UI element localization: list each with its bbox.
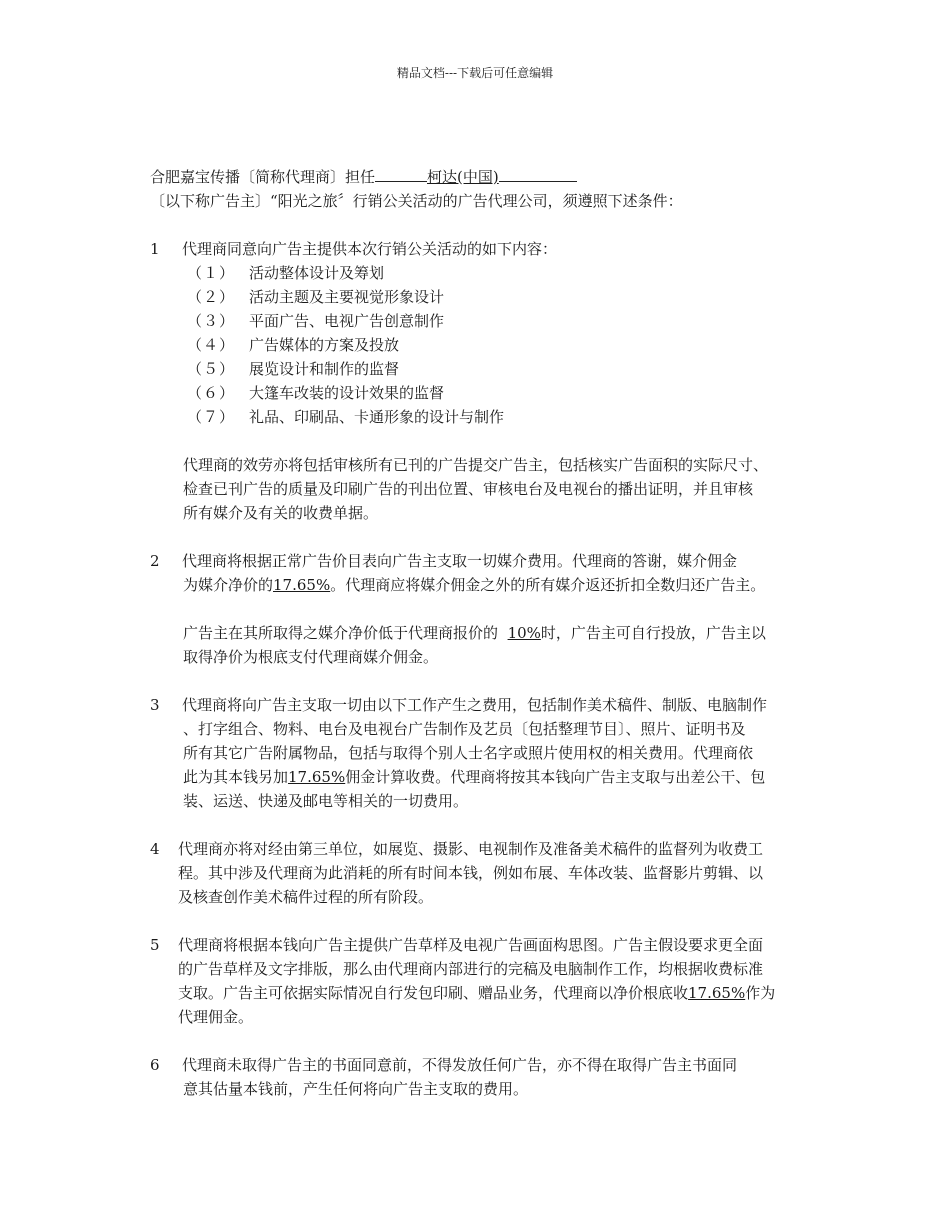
list-item — [150, 285, 830, 309]
clause-text: 代理商亦将对经由第三单位，如展览、摄影、电视制作及准备美术稿件的监督列为收费工 — [178, 840, 764, 858]
document-body — [150, 163, 830, 1101]
clause-1-paragraph-line: 代理商的效劳亦将包括审核所有已刊的广告提交广告主，包括核实广告面积的实际尺寸、 — [183, 456, 769, 474]
clause-2-paragraph-line — [150, 621, 830, 645]
list-item — [150, 357, 830, 381]
clause-1-lead — [150, 237, 830, 261]
item-number: （３） — [187, 312, 236, 330]
clause-3-line: 、打字组合、物料、电台及电视台广告制作及艺员〔包括整理节目〕、照片、证明书及 — [183, 720, 746, 738]
clause-text: 。代理商应将媒介佣金之外的所有媒介返还折扣全数归还广告主。 — [330, 576, 766, 594]
clause-text: 时，广告主可自行投放，广告主以 — [540, 624, 766, 642]
clause-text: 为媒介净价的 — [183, 576, 274, 594]
clause-1-paragraph-line: 所有媒介及有关的收费单据。 — [183, 504, 379, 522]
commission-rate: 17.65% — [273, 576, 331, 594]
clause-4-line: 程。其中涉及代理商为此消耗的所有时间本钱，例如布展、车体改装、监督影片剪辑、以 — [178, 864, 764, 882]
clause-text: 代理商将根据本钱向广告主提供广告草样及电视广告画面构思图。广告主假设要求更全面 — [178, 936, 764, 954]
item-text: 礼品、印刷品、卡通形象的设计与制作 — [249, 408, 505, 426]
item-text: 活动整体设计及筹划 — [249, 264, 385, 282]
clause-2-line — [150, 573, 830, 597]
clause-text: 代理商同意向广告主提供本次行销公关活动的如下内容： — [182, 240, 558, 258]
commission-rate: 17.65% — [288, 768, 346, 786]
clause-4-line: 及核查创作美术稿件过程的所有阶段。 — [178, 888, 434, 906]
item-number: （４） — [187, 336, 236, 354]
list-item — [150, 309, 830, 333]
clause-text: 广告主在其所取得之媒介净价低于代理商报价的 — [183, 624, 499, 642]
clause-4-line — [150, 837, 830, 861]
clause-1-paragraph-line: 检查已刊广告的质量及印刷广告的刊出位置、审核电台及电视台的播出证明，并且审核 — [183, 480, 754, 498]
item-number: （２） — [187, 288, 236, 306]
clause-3-line: 装、运送、快递及邮电等相关的一切费用。 — [183, 792, 469, 810]
list-item — [150, 381, 830, 405]
blank-underline — [375, 163, 427, 182]
clause-number: 4 — [150, 840, 160, 858]
clause-text: 代理商未取得广告主的书面同意前，不得发放任何广告，亦不得在取得广告主书面同 — [182, 1056, 738, 1074]
clause-text: 佣金计算收费。代理商将按其本钱向广告主支取与出差公干、包 — [345, 768, 766, 786]
clause-2-paragraph-line: 取得净价为根底支付代理商媒介佣金。 — [183, 648, 439, 666]
clause-5-line: 代理佣金。 — [178, 1008, 254, 1026]
clause-text: 代理商将向广告主支取一切由以下工作产生之费用，包括制作美术稿件、制版、电脑制作 — [182, 696, 768, 714]
clause-6-line — [150, 1053, 830, 1077]
clause-text: 支取。广告主可依据实际情况自行发包印刷、赠品业务，代理商以净价根底收 — [178, 984, 689, 1002]
item-number: （１） — [187, 264, 236, 282]
intro-prefix: 合肥嘉宝传播〔简称代理商〕担任 — [150, 168, 376, 186]
commission-rate: 17.65% — [688, 984, 746, 1002]
clause-text: 作为 — [745, 984, 776, 1002]
item-text: 大篷车改装的设计效果的监督 — [249, 384, 445, 402]
list-item — [150, 333, 830, 357]
item-text: 活动主题及主要视觉形象设计 — [249, 288, 445, 306]
clause-5-line: 的广告草样及文字排版，那么由代理商内部进行的完稿及电脑制作工作，均根据收费标准 — [178, 960, 764, 978]
clause-number: 5 — [150, 936, 160, 954]
item-number: （５） — [187, 360, 236, 378]
clause-5-line — [150, 933, 830, 957]
clause-6-line: 意其估量本钱前，产生任何将向广告主支取的费用。 — [183, 1080, 529, 1098]
item-text: 平面广告、电视广告创意制作 — [249, 312, 445, 330]
blank-underline — [499, 163, 577, 182]
intro-line-1 — [150, 163, 830, 189]
clause-text: 代理商将根据正常广告价目表向广告主支取一切媒介费用。代理商的答谢，媒介佣金 — [182, 552, 738, 570]
clause-number: 6 — [150, 1056, 160, 1074]
clause-3-line: 所有其它广告附属物品，包括与取得个别人士名字或照片使用权的相关费用。代理商依 — [183, 744, 754, 762]
clause-text: 此为其本钱另加 — [183, 768, 289, 786]
clause-number: 2 — [150, 552, 160, 570]
clause-number: 3 — [150, 696, 160, 714]
clause-number: 1 — [150, 240, 160, 258]
item-text: 广告媒体的方案及投放 — [249, 336, 400, 354]
item-number: （７） — [187, 408, 236, 426]
list-item — [150, 405, 830, 429]
clause-5-line — [150, 981, 830, 1005]
price-threshold-rate: 10% — [507, 624, 541, 642]
clause-2-line — [150, 549, 830, 573]
page-header: 精品文档---下载后可任意编辑 — [396, 66, 554, 80]
item-number: （６） — [187, 384, 236, 402]
intro-line-2: 〔以下称广告主〕“阳光之旅〞行销公关活动的广告代理公司，须遵照下述条件： — [150, 192, 683, 210]
clause-3-line — [150, 693, 830, 717]
client-name: 柯达(中国) — [427, 168, 499, 186]
list-item — [150, 261, 830, 285]
clause-3-line — [150, 765, 830, 789]
item-text: 展览设计和制作的监督 — [249, 360, 400, 378]
